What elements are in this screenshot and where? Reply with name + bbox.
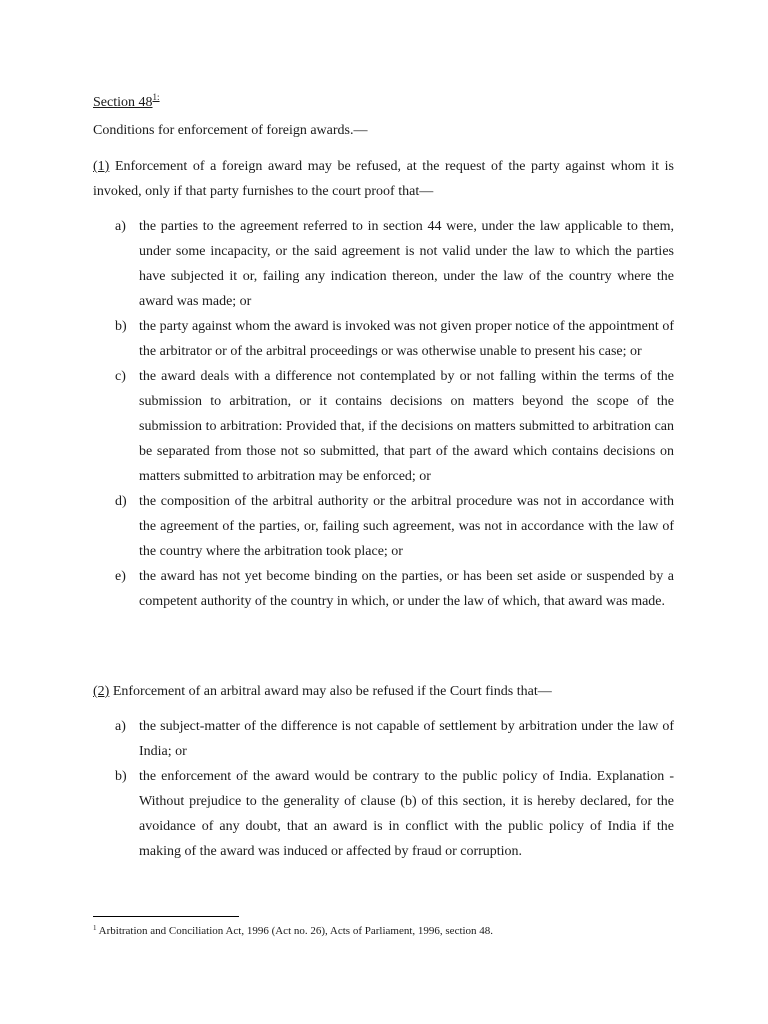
footnote-reference[interactable]: 1: <box>152 92 160 102</box>
subsection-1 <box>93 154 674 204</box>
clause-marker: a) <box>115 719 126 734</box>
footnote <box>93 921 493 938</box>
subsection-2-number: (2) <box>93 684 110 699</box>
clause-text: the subject-matter of the difference is not capable of settlement by arbitration under the law of India; or <box>139 719 674 759</box>
footnote-separator <box>93 916 239 917</box>
clause-marker: d) <box>115 494 127 509</box>
section-title: Section 48 <box>93 95 153 110</box>
clause-2b <box>93 764 674 864</box>
clause-1e <box>93 564 674 614</box>
clause-marker: c) <box>115 369 126 384</box>
subsection-1-text: Enforcement of a foreign award may be refused, at the request of the party against whom it is invoked, only if that party furnishes to the court proof that— <box>93 159 674 199</box>
section-subject-heading: Conditions for enforcement of foreign awards.— <box>93 123 368 138</box>
subsection-1-number: (1) <box>93 159 110 174</box>
clause-text: the enforcement of the award would be contrary to the public policy of India. Explanation - Without prejudice to the generality of clause (b) of this section, it is hereby declared, for the avoidance of any doubt, that an award is in conflict with the public policy of India if the making of the award was induced or affected by fraud or corruption. <box>139 769 674 859</box>
clause-text: the award deals with a difference not contemplated by or not falling within the terms of the submission to arbitration, or it contains decisions on matters beyond the scope of the submission to arbitration: Provided that, if the decisions on matters submitted to arbitration can be separated from those not so submitted, that part of the award which contains decisions on matters submitted to arbitration may be enforced; or <box>139 369 674 484</box>
clause-1a <box>93 214 674 314</box>
clause-1b <box>93 314 674 364</box>
section-heading <box>93 88 160 112</box>
subsection-2 <box>93 679 674 704</box>
clause-2a <box>93 714 674 764</box>
subsection-2-clauses <box>93 714 674 864</box>
clause-text: the parties to the agreement referred to in section 44 were, under the law applicable to them, under some incapacity, or the said agreement is not valid under the law to which the parties have subjected it or, failing any indication thereon, under the law of the country where the award was made; or <box>139 219 674 309</box>
clause-1d <box>93 489 674 564</box>
subsection-2-text: Enforcement of an arbitral award may also be refused if the Court finds that— <box>112 684 552 699</box>
clause-marker: b) <box>115 769 127 784</box>
clause-1c <box>93 364 674 489</box>
subsection-1-clauses <box>93 214 674 614</box>
clause-marker: a) <box>115 219 126 234</box>
clause-marker: e) <box>115 569 126 584</box>
footnote-text: Arbitration and Conciliation Act, 1996 (Act no. 26), Acts of Parliament, 1996, section 48. <box>98 925 494 937</box>
footnote-marker: 1 <box>93 924 97 932</box>
clause-text: the composition of the arbitral authority or the arbitral procedure was not in accordance with the agreement of the parties, or, failing such agreement, was not in accordance with the law of the country where the arbitration took place; or <box>139 494 674 559</box>
clause-text: the party against whom the award is invoked was not given proper notice of the appointment of the arbitrator or of the arbitral proceedings or was otherwise unable to present his case; or <box>139 319 674 359</box>
clause-marker: b) <box>115 319 127 334</box>
clause-text: the award has not yet become binding on the parties, or has been set aside or suspended by a competent authority of the country in which, or under the law of which, that award was made. <box>139 569 674 609</box>
